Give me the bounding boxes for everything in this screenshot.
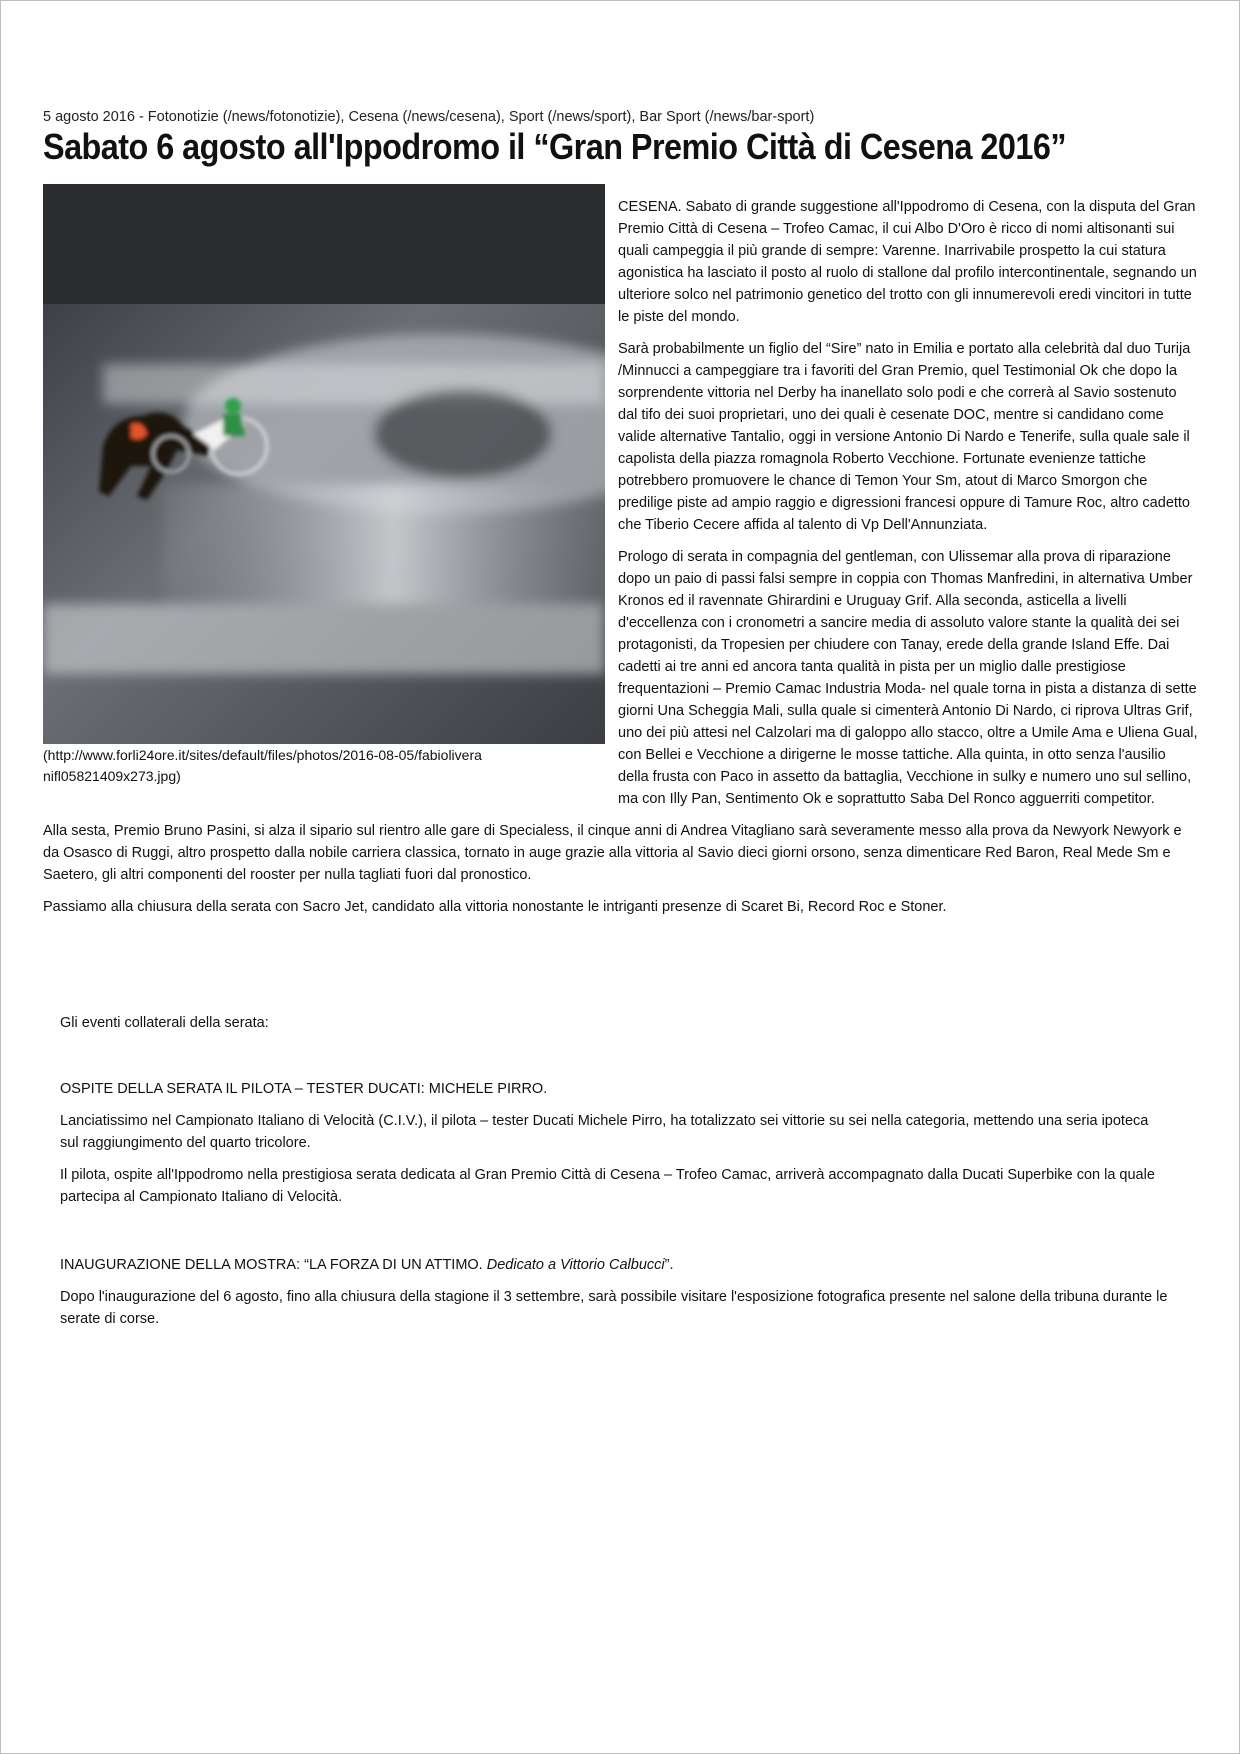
article-paragraph: CESENA. Sabato di grande suggestione all'Ippodromo di Cesena, con la disputa del Gran Premio Città di Cesena – Trofeo Camac, il cui Albo D'Oro è ricco di nomi altisonanti sui quali campeggia il più grande di sempre: Varenne. Inarrivabile prospetto la cui statura agonistica ha lasciato il posto al ruolo di stallone dal profilo intercontinentale, segnando un ulteriore solco nel patrimonio genetico del trotto con gli innumerevoli eredi vincitori in tutte le piste del mondo. — [618, 199, 1197, 325]
page-title: Sabato 6 agosto all'Ippodromo il “Gran Premio Città di Cesena 2016” — [43, 126, 1066, 167]
exhibit-paragraph: Dopo l'inaugurazione del 6 agosto, fino alla chiusura della stagione il 3 settembre, sarà possibile visitare l'esposizione fotografica presente nel salone della tribuna durante le serate di corse. — [60, 1289, 1168, 1327]
article-paragraph: Prologo di serata in compagnia del gentleman, con Ulissemar alla prova di riparazione dopo un paio di passi falsi sempre in coppia con Thomas Manfredini, in alternativa Umber Kronos ed il ravennate Ghirardini e Uruguay Grif. Alla seconda, asticella a livelli d'eccellenza con i cronometri a sancire media di assoluto valore stante la qualità dei sei protagonisti, da Tropesien per chiudere con Tanay, erede della grande Island Effe. Dai cadetti ai tre anni ed ancora tanta qualità in pista per un miglio dalle prestigiose frequentazioni – Premio Camac Industria Moda- nel quale torna in pista a distanza di sette giorni Una Scheggia Mali, sulla quale si cimenterà Antonio Di Nardo, ci riprova Ultras Grif, uno dei più attesi nel Calzolari ma di galoppo allo stacco, oltre a Umile Ama e Uliena Gual, con Bellei e Vecchione a dirigerne le mosse tattiche. Alla quinta, in otto senza l'ausilio della frusta con Paco in assetto da battaglia, Vecchione in sulky e numero uno sul sellino, ma con Illy Pan, Sentimento Ok e soprattutto Saba Del Ronco agguerriti competitor. — [618, 549, 1198, 807]
article-meta: 5 agosto 2016 - Fotonotizie (/news/fotonotizie), Cesena (/news/cesena), Sport (/news/sport), Bar Sport (/news/bar-sport) — [43, 109, 815, 125]
exhibit-heading — [60, 1254, 1170, 1276]
article-paragraph: Passiamo alla chiusura della serata con Sacro Jet, candidato alla vittoria nonostante le intriganti presenze di Scaret Bi, Record Roc e Stoner. — [43, 899, 947, 915]
guest-paragraph: Lanciatissimo nel Campionato Italiano di Velocità (C.I.V.), il pilota – tester Ducati Michele Pirro, ha totalizzato sei vittorie su sei nella categoria, mettendo una seria ipoteca sul raggiungimento del quarto tricolore. — [60, 1113, 1149, 1151]
exhibit-heading-end: ”. — [664, 1257, 674, 1273]
article-body — [43, 196, 1199, 928]
photo-float-spacer — [43, 196, 618, 800]
article-paragraph: Alla sesta, Premio Bruno Pasini, si alza il sipario sul rientro alle gare di Specialess, il cinque anni di Andrea Vitagliano sarà severamente messo alla prova da Newyork Newyork e da Osasco di Ruggi, altro prospetto dalla nobile carriera classica, tornato in auge grazie alla vittoria al Savio dieci giorni orsono, senza dimenticare Red Baron, Real Mede Sm e Saetero, gli altri componenti del rooster per nulla tagliati fuori dal pronostico. — [43, 823, 1182, 883]
guest-heading: OSPITE DELLA SERATA IL PILOTA – TESTER DUCATI: MICHELE PIRRO. — [60, 1081, 548, 1097]
collateral-events — [60, 1012, 1170, 1340]
collateral-intro: Gli eventi collaterali della serata: — [60, 1015, 269, 1031]
exhibit-heading-italic: Dedicato a Vittorio Calbucci — [486, 1257, 665, 1273]
photo-caption-link[interactable]: (http://www.forli24ore.it/sites/default/files/photos/2016-08-05/fabioliveranifl05821409x273.jpg) — [43, 747, 482, 784]
article-paragraph: Sarà probabilmente un figlio del “Sire” nato in Emilia e portato alla celebrità dal duo Turija /Minnucci a campeggiare tra i favoriti del Gran Premio, quel Testimonial Ok che dopo la sorprendente vittoria nel Derby ha inanellato solo podi e che correrà al Savio sostenuto dal tifo dei suoi proprietari, uno dei quali è cesenate DOC, mentre si candidano come valide alternative Tantalio, oggi in versione Antonio Di Nardo e Tenerife, sulla quale sale il capolista della piazza romagnola Roberto Vecchione. Fortunate evenienze tattiche potrebbero promuovere le chance di Temon Your Sm, atout di Marco Smorgon che predilige piste ad ampio raggio e digressioni francesi oppure di Tamure Roc, altro cadetto che Tiberio Cecere affida al talento di Vp Dell'Annunziata. — [618, 341, 1191, 533]
guest-paragraph: Il pilota, ospite all'Ippodromo nella prestigiosa serata dedicata al Gran Premio Città di Cesena – Trofeo Camac, arriverà accompagnato dalla Ducati Superbike con la quale partecipa al Campionato Italiano di Velocità. — [60, 1167, 1155, 1205]
exhibit-heading-text: INAUGURAZIONE DELLA MOSTRA: “LA FORZA DI UN ATTIMO. — [60, 1257, 483, 1273]
